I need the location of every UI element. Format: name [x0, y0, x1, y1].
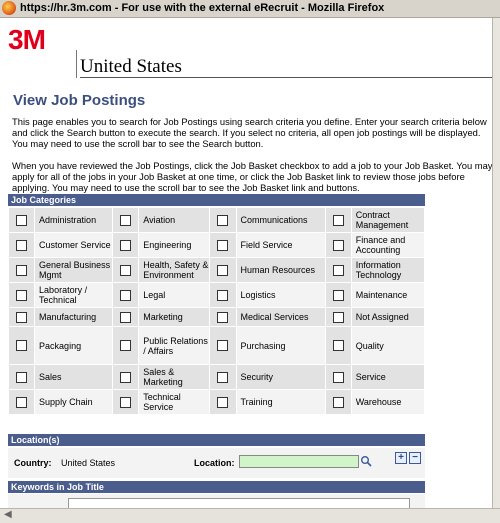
category-checkbox[interactable] [217, 312, 228, 323]
category-label: Logistics [237, 283, 325, 307]
category-label: Manufacturing [35, 308, 112, 326]
location-input[interactable] [239, 455, 359, 468]
category-label: Technical Service [139, 390, 209, 414]
category-label: Legal [139, 283, 209, 307]
locations-header: Location(s) [8, 434, 425, 446]
category-checkbox-cell [9, 327, 34, 364]
category-label: Service [352, 365, 424, 389]
category-label: Laboratory / Technical [35, 283, 112, 307]
category-checkbox-cell [210, 258, 235, 282]
category-label: Training [237, 390, 325, 414]
category-label: Aviation [139, 208, 209, 232]
category-label: Sales [35, 365, 112, 389]
horizontal-scrollbar[interactable] [0, 508, 500, 523]
category-checkbox[interactable] [120, 397, 131, 408]
category-checkbox-cell [113, 390, 138, 414]
category-checkbox-cell [326, 208, 351, 232]
category-checkbox[interactable] [120, 290, 131, 301]
category-label: Security [237, 365, 325, 389]
category-label: Not Assigned [352, 308, 424, 326]
category-checkbox[interactable] [16, 240, 27, 251]
add-location-button[interactable]: + [395, 452, 407, 464]
category-checkbox-cell [9, 258, 34, 282]
category-checkbox-cell [326, 308, 351, 326]
category-label: Medical Services [237, 308, 325, 326]
category-checkbox[interactable] [16, 397, 27, 408]
category-label: General Business Mgmt [35, 258, 112, 282]
keywords-row [8, 494, 425, 508]
category-checkbox-cell [113, 308, 138, 326]
category-checkbox[interactable] [217, 397, 228, 408]
category-label: Public Relations / Affairs [139, 327, 209, 364]
category-checkbox-cell [9, 308, 34, 326]
category-checkbox[interactable] [333, 312, 344, 323]
category-label: Packaging [35, 327, 112, 364]
category-checkbox-cell [113, 365, 138, 389]
country-value: United States [61, 458, 116, 468]
category-label: Field Service [237, 233, 325, 257]
category-row [9, 390, 424, 414]
search-icon[interactable] [360, 455, 372, 467]
category-label: Warehouse [352, 390, 424, 414]
category-checkbox-cell [326, 327, 351, 364]
category-label: Finance and Accounting [352, 233, 424, 257]
country-label: Country: [14, 458, 52, 468]
category-checkbox-cell [326, 365, 351, 389]
category-checkbox-cell [113, 283, 138, 307]
category-checkbox[interactable] [16, 312, 27, 323]
category-checkbox-cell [113, 327, 138, 364]
category-checkbox-cell [210, 208, 235, 232]
category-label: Contract Management [352, 208, 424, 232]
category-checkbox-cell [210, 390, 235, 414]
category-checkbox-cell [9, 283, 34, 307]
category-row [9, 365, 424, 389]
location-label: Location: [194, 458, 235, 468]
category-checkbox[interactable] [16, 265, 27, 276]
category-label: Administration [35, 208, 112, 232]
category-checkbox[interactable] [120, 372, 131, 383]
category-label: Sales & Marketing [139, 365, 209, 389]
category-checkbox-cell [210, 283, 235, 307]
category-checkbox[interactable] [16, 290, 27, 301]
remove-location-button[interactable]: − [409, 452, 421, 464]
category-checkbox[interactable] [217, 340, 228, 351]
category-checkbox-cell [9, 365, 34, 389]
category-checkbox-cell [326, 258, 351, 282]
job-categories-grid [8, 207, 425, 415]
page-title: View Job Postings [13, 92, 146, 109]
category-checkbox-cell [9, 390, 34, 414]
category-checkbox[interactable] [333, 215, 344, 226]
keywords-input[interactable] [68, 498, 410, 508]
keywords-header: Keywords in Job Title [8, 481, 425, 493]
header-divider [76, 50, 77, 78]
category-checkbox-cell [9, 233, 34, 257]
category-row [9, 233, 424, 257]
category-checkbox[interactable] [217, 240, 228, 251]
category-checkbox[interactable] [120, 215, 131, 226]
category-checkbox[interactable] [16, 340, 27, 351]
category-checkbox-cell [113, 233, 138, 257]
category-checkbox[interactable] [217, 372, 228, 383]
category-checkbox[interactable] [16, 215, 27, 226]
country-heading: United States [80, 56, 182, 77]
category-checkbox-cell [326, 390, 351, 414]
category-label: Engineering [139, 233, 209, 257]
header-rule [80, 77, 500, 78]
category-checkbox[interactable] [120, 340, 131, 351]
category-label: Communications [237, 208, 325, 232]
category-label: Supply Chain [35, 390, 112, 414]
firefox-icon [2, 1, 16, 15]
category-label: Quality [352, 327, 424, 364]
intro-paragraph-2: When you have reviewed the Job Postings, click the Job Basket checkbox to add a job to your Job Basket. You may apply for all of the jobs in your Job Basket at one time, or click the Job Basket link to review those jobs before applying. You may need to use the scroll bar to see the Job Basket link and buttons. [12, 160, 493, 193]
category-checkbox-cell [113, 208, 138, 232]
category-checkbox[interactable] [333, 290, 344, 301]
category-checkbox[interactable] [217, 265, 228, 276]
category-label: Information Technology [352, 258, 424, 282]
category-label: Maintenance [352, 283, 424, 307]
category-checkbox-cell [210, 308, 235, 326]
category-checkbox[interactable] [217, 215, 228, 226]
intro-paragraph-1: This page enables you to search for Job Postings using search criteria you define. Enter your search criteria below and click the Search button to execute the search. If you select no criteria, all open job postings will be displayed. You may need to use the scroll bar to see the Search button. [12, 116, 487, 149]
category-checkbox[interactable] [333, 340, 344, 351]
category-checkbox-cell [210, 327, 235, 364]
company-logo: 3M [8, 24, 45, 55]
category-checkbox-cell [210, 365, 235, 389]
category-checkbox-cell [210, 233, 235, 257]
window-title: https://hr.3m.com - For use with the external eRecruit - Mozilla Firefox [20, 2, 385, 14]
category-checkbox-cell [9, 208, 34, 232]
category-checkbox[interactable] [333, 240, 344, 251]
category-row [9, 308, 424, 326]
category-checkbox[interactable] [120, 312, 131, 323]
location-row [8, 448, 425, 478]
job-categories-header: Job Categories [8, 194, 425, 206]
category-label: Human Resources [237, 258, 325, 282]
category-label: Marketing [139, 308, 209, 326]
category-checkbox-cell [113, 258, 138, 282]
category-label: Health, Safety & Environment [139, 258, 209, 282]
scroll-left-icon[interactable]: ◀ [4, 509, 12, 520]
category-row [9, 283, 424, 307]
window-titlebar [0, 0, 500, 18]
category-checkbox[interactable] [120, 265, 131, 276]
intro-text [12, 116, 494, 204]
category-label: Purchasing [237, 327, 325, 364]
category-checkbox-cell [326, 283, 351, 307]
category-checkbox[interactable] [16, 372, 27, 383]
category-checkbox-cell [326, 233, 351, 257]
category-checkbox[interactable] [120, 240, 131, 251]
category-checkbox[interactable] [333, 397, 344, 408]
vertical-scrollbar[interactable] [492, 18, 500, 512]
category-row [9, 327, 424, 364]
category-checkbox[interactable] [333, 265, 344, 276]
category-checkbox[interactable] [217, 290, 228, 301]
category-row [9, 208, 424, 232]
category-row [9, 258, 424, 282]
category-checkbox[interactable] [333, 372, 344, 383]
category-label: Customer Service [35, 233, 112, 257]
